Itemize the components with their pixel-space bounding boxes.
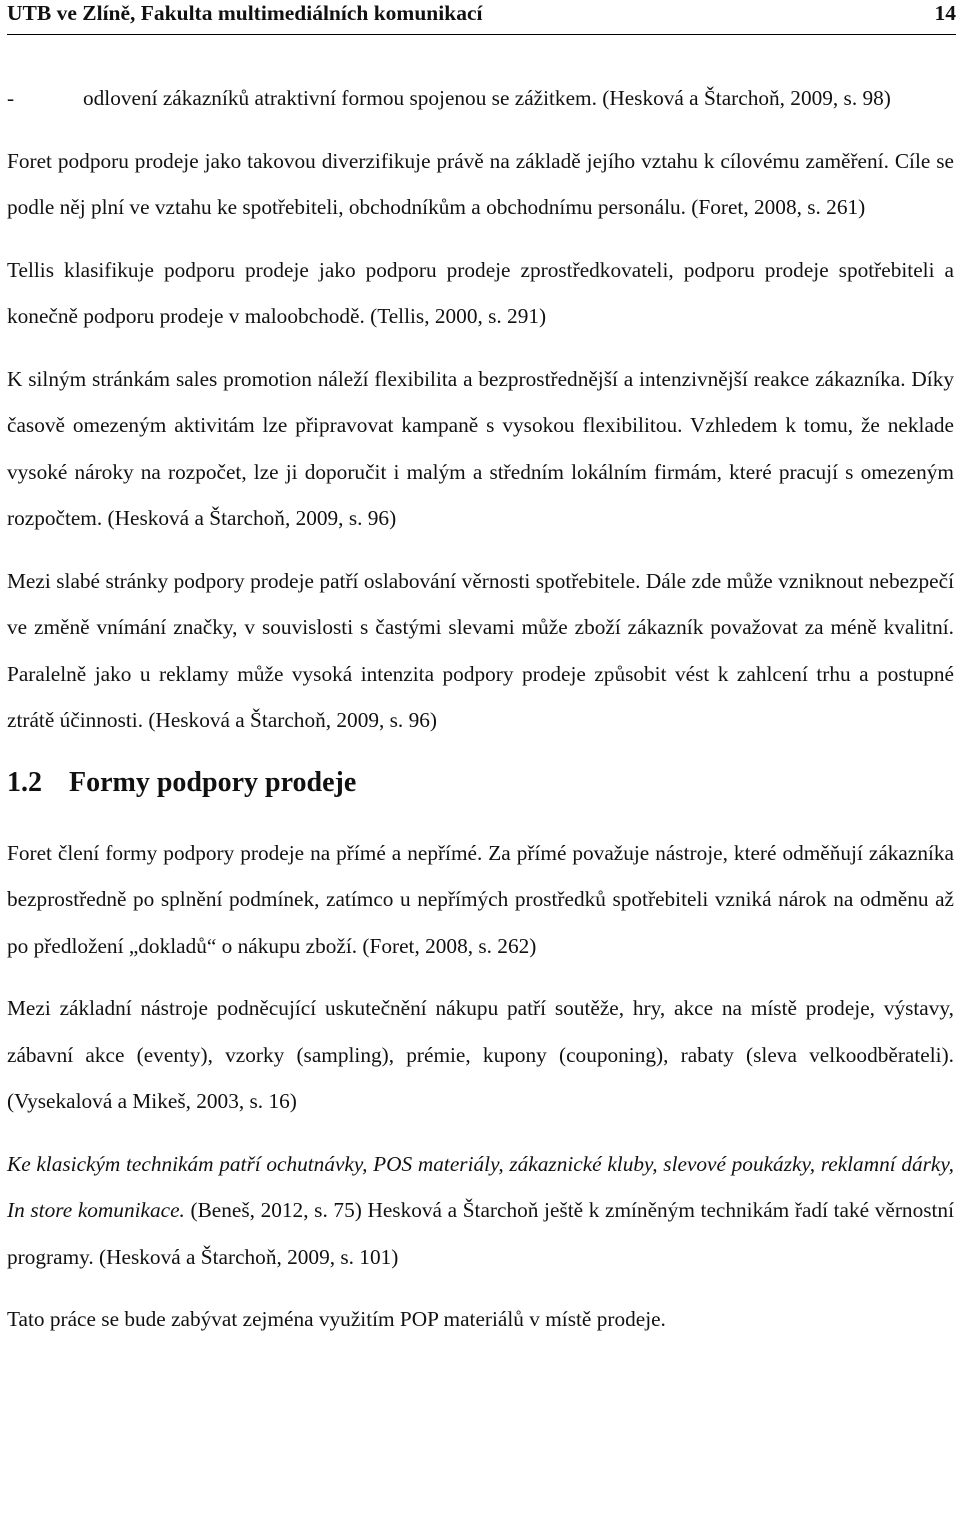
section-title: Formy podpory prodeje bbox=[69, 766, 357, 798]
paragraph-direct-indirect: Foret člení formy podpory prodeje na přímé a nepřímé. Za přímé považuje nástroje, které odměňují zákazníka bezprostředně po splnění podmínek, zatímco u nepřímých prostředků spotřebiteli vzniká nárok na odměnu až po předložení „dokladů“ o nákupu zboží. (Foret, 2008, s. 262) bbox=[7, 840, 954, 958]
techniques-citation-text: (Beneš, 2012, s. 75) Hesková a Štarchoň ještě k zmíněným technikám řadí také věrnostní programy. (Hesková a Štarchoň, 2009, s. 101) bbox=[7, 1198, 955, 1269]
paragraph-basic-tools: Mezi základní nástroje podněcující uskutečnění nákupu patří soutěže, hry, akce na místě prodeje, výstavy, zábavní akce (eventy), vzorky (sampling), prémie, kupony (couponing), rabaty (sleva velkoodběrateli). (Vysekalová a Mikeš, 2003, s. 16) bbox=[7, 996, 954, 1113]
page-body bbox=[7, 75, 954, 1359]
page-header bbox=[7, 0, 956, 35]
section-heading bbox=[7, 760, 954, 806]
list-item-text: odlovení zákazníků atraktivní formou spojenou se zážitkem. (Hesková a Štarchoň, 2009, s. 98) bbox=[83, 86, 891, 110]
section-number: 1.2 bbox=[7, 766, 42, 798]
italic-techniques-text: Ke klasickým technikám patří ochutnávky, POS materiály, zákaznické kluby, slevové poukázky, reklamní dárky, In store komunikace. bbox=[7, 1151, 954, 1222]
header-title: UTB ve Zlíně, Fakulta multimediálních komunikací bbox=[7, 1, 483, 25]
page-number: 14 bbox=[934, 1, 956, 25]
paragraph-tellis-classification: Tellis klasifikuje podporu prodeje jako podporu prodeje zprostředkovateli, podporu prodeje spotřebiteli a konečně podporu prodeje v maloobchodě. (Tellis, 2000, s. 291) bbox=[7, 257, 954, 328]
paragraph-foret-diversification: Foret podporu prodeje jako takovou diverzifikuje právě na základě jejího vztahu k cílovému zaměření. Cíle se podle něj plní ve vztahu ke spotřebiteli, obchodníkům a obchodnímu personálu. (Foret, 2008, s. 261) bbox=[7, 148, 954, 219]
paragraph-thesis-focus: Tato práce se bude zabývat zejména využitím POP materiálů v místě prodeje. bbox=[7, 1307, 666, 1331]
list-item bbox=[7, 75, 954, 122]
paragraph-strengths: K silným stránkám sales promotion náleží flexibilita a bezprostřednější a intenzivnější reakce zákazníka. Díky časově omezeným aktivitám lze připravovat kampaně s vysokou flexibilitou. Vzhledem k tomu, že neklade vysoké nároky na rozpočet, lze ji doporučit i malým a středním lokálním firmám, které pracují s omezeným rozpočtem. (Hesková a Štarchoň, 2009, s. 96) bbox=[7, 366, 954, 530]
paragraph-weaknesses: Mezi slabé stránky podpory prodeje patří oslabování věrnosti spotřebitele. Dále zde může vzniknout nebezpečí ve změně vnímání značky, v souvislosti s častými slevami může zboží zákazník považovat za méně kvalitní. Paralelně jako u reklamy může vysoká intenzita podpory prodeje způsobit vést k zahlcení trhu a postupné ztrátě účinnosti. (Hesková a Štarchoň, 2009, s. 96) bbox=[7, 568, 954, 732]
paragraph-classic-techniques bbox=[7, 1141, 954, 1281]
list-dash: - bbox=[7, 86, 15, 110]
